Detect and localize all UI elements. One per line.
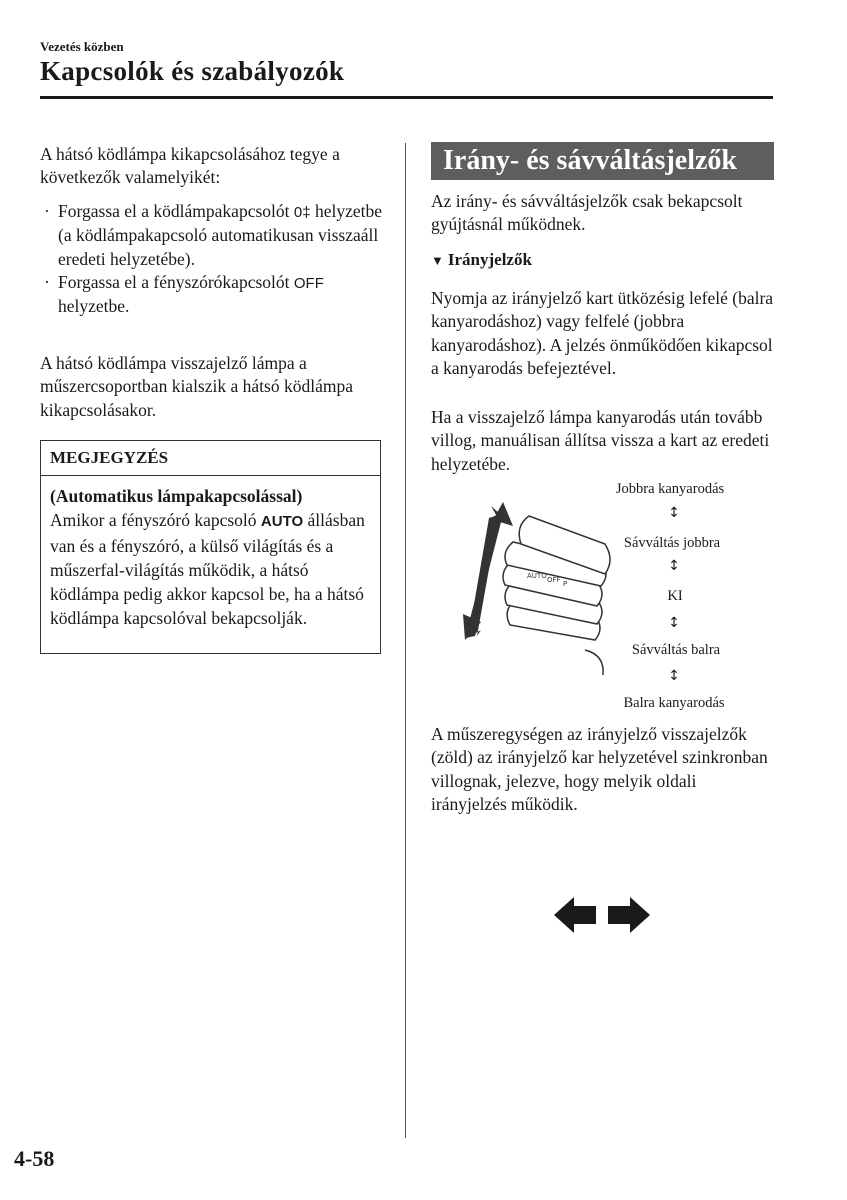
svg-text:AUTO: AUTO — [527, 572, 547, 580]
fog-off-symbol: 0‡ — [293, 204, 311, 221]
label-left-turn: Balra kanyarodás — [623, 695, 725, 711]
label-lane-change-right: Sávváltás jobbra — [623, 535, 721, 551]
bullet-text-pre: Forgassa el a ködlámpakapcsolót — [58, 201, 294, 221]
left-after-bullets: A hátsó ködlámpa visszajelző lámpa a műszercsoportban kialszik a hátsó ködlámpa kikapcsolásakor. — [40, 353, 353, 420]
page-number: 4-58 — [14, 1146, 55, 1171]
updown-arrow-icon: ↕ — [668, 668, 680, 684]
updown-arrow-icon: ↕ — [668, 505, 680, 521]
right-para-1: Nyomja az irányjelző kart ütközésig lefelé (balra kanyarodáshoz) vagy felfelé (jobbra kanyarodáshoz). A jelzés önműködően kikapcsol a kanyarodás befejeztével. — [431, 288, 774, 378]
updown-arrow-icon: ↕ — [668, 558, 680, 574]
section-banner: Irány- és sávváltásjelzők — [431, 142, 774, 180]
note-box — [40, 440, 381, 654]
off-symbol: OFF — [293, 274, 324, 292]
label-lane-change-left: Sávváltás balra — [631, 642, 721, 658]
bullet-item-headlight-switch — [44, 271, 390, 319]
subheading — [431, 250, 532, 270]
note-text-pre: Amikor a fényszóró kapcsoló — [50, 510, 261, 530]
right-intro: Az irány- és sávváltásjelzők csak bekapcsolt gyújtásnál működnek. — [431, 191, 743, 235]
header-rule — [40, 96, 773, 99]
left-intro: A hátsó ködlámpa kikapcsolásához tegye a következők valamelyikét: — [40, 144, 340, 188]
bullet-text-post: helyzetbe (a ködlámpakapcsoló automatikusan visszaáll eredeti helyzetébe). — [58, 201, 382, 269]
label-right-turn: Jobbra kanyarodás — [615, 481, 725, 497]
auto-symbol: AUTO — [260, 513, 304, 530]
chapter-title: Kapcsolók és szabályozók — [40, 56, 345, 86]
note-subtitle: (Automatikus lámpakapcsolással) — [50, 486, 303, 506]
bullet-text-pre: Forgassa el a fényszórókapcsolót — [58, 271, 294, 292]
note-title: MEGJEGYZÉS — [41, 441, 380, 476]
right-para-2: Ha a visszajelző lámpa kanyarodás után tovább villog, manuálisan állítsa vissza a kart az eredeti helyzetébe. — [431, 407, 770, 474]
note-text-post: állásban van és a fényszóró, a külső világítás és a műszerfal-világítás működik, a hátsó ködlámpa pedig akkor kapcsol be, ha a hátsó ködlámpa kapcsolóval bekapcsolják. — [50, 510, 365, 628]
section-label: Vezetés közben — [40, 39, 124, 54]
turn-indicators — [552, 895, 652, 937]
bullet-item-fog-switch — [44, 200, 390, 271]
svg-text:P: P — [563, 580, 568, 588]
bullet-text-post: helyzetbe. — [58, 296, 130, 317]
right-para-3: A műszeregységen az irányjelző visszajelzők (zöld) az irányjelző kar helyzetével szinkronban villognak, jelezve, hogy melyik oldali irányjelzés működik. — [431, 724, 768, 814]
subheading-text: Irányjelzők — [447, 250, 532, 269]
bullet-list — [44, 200, 390, 318]
bullet-dot: · — [44, 201, 50, 221]
column-divider — [405, 143, 406, 1138]
svg-text:OFF: OFF — [547, 576, 561, 584]
updown-arrow-icon: ↕ — [668, 615, 680, 631]
left-arrow-icon — [554, 897, 596, 933]
right-arrow-icon — [608, 897, 650, 933]
note-body — [41, 476, 380, 630]
label-off: KI — [667, 588, 683, 604]
bullet-dot: · — [44, 271, 50, 292]
triangle-down-icon: ▼ — [431, 253, 444, 268]
